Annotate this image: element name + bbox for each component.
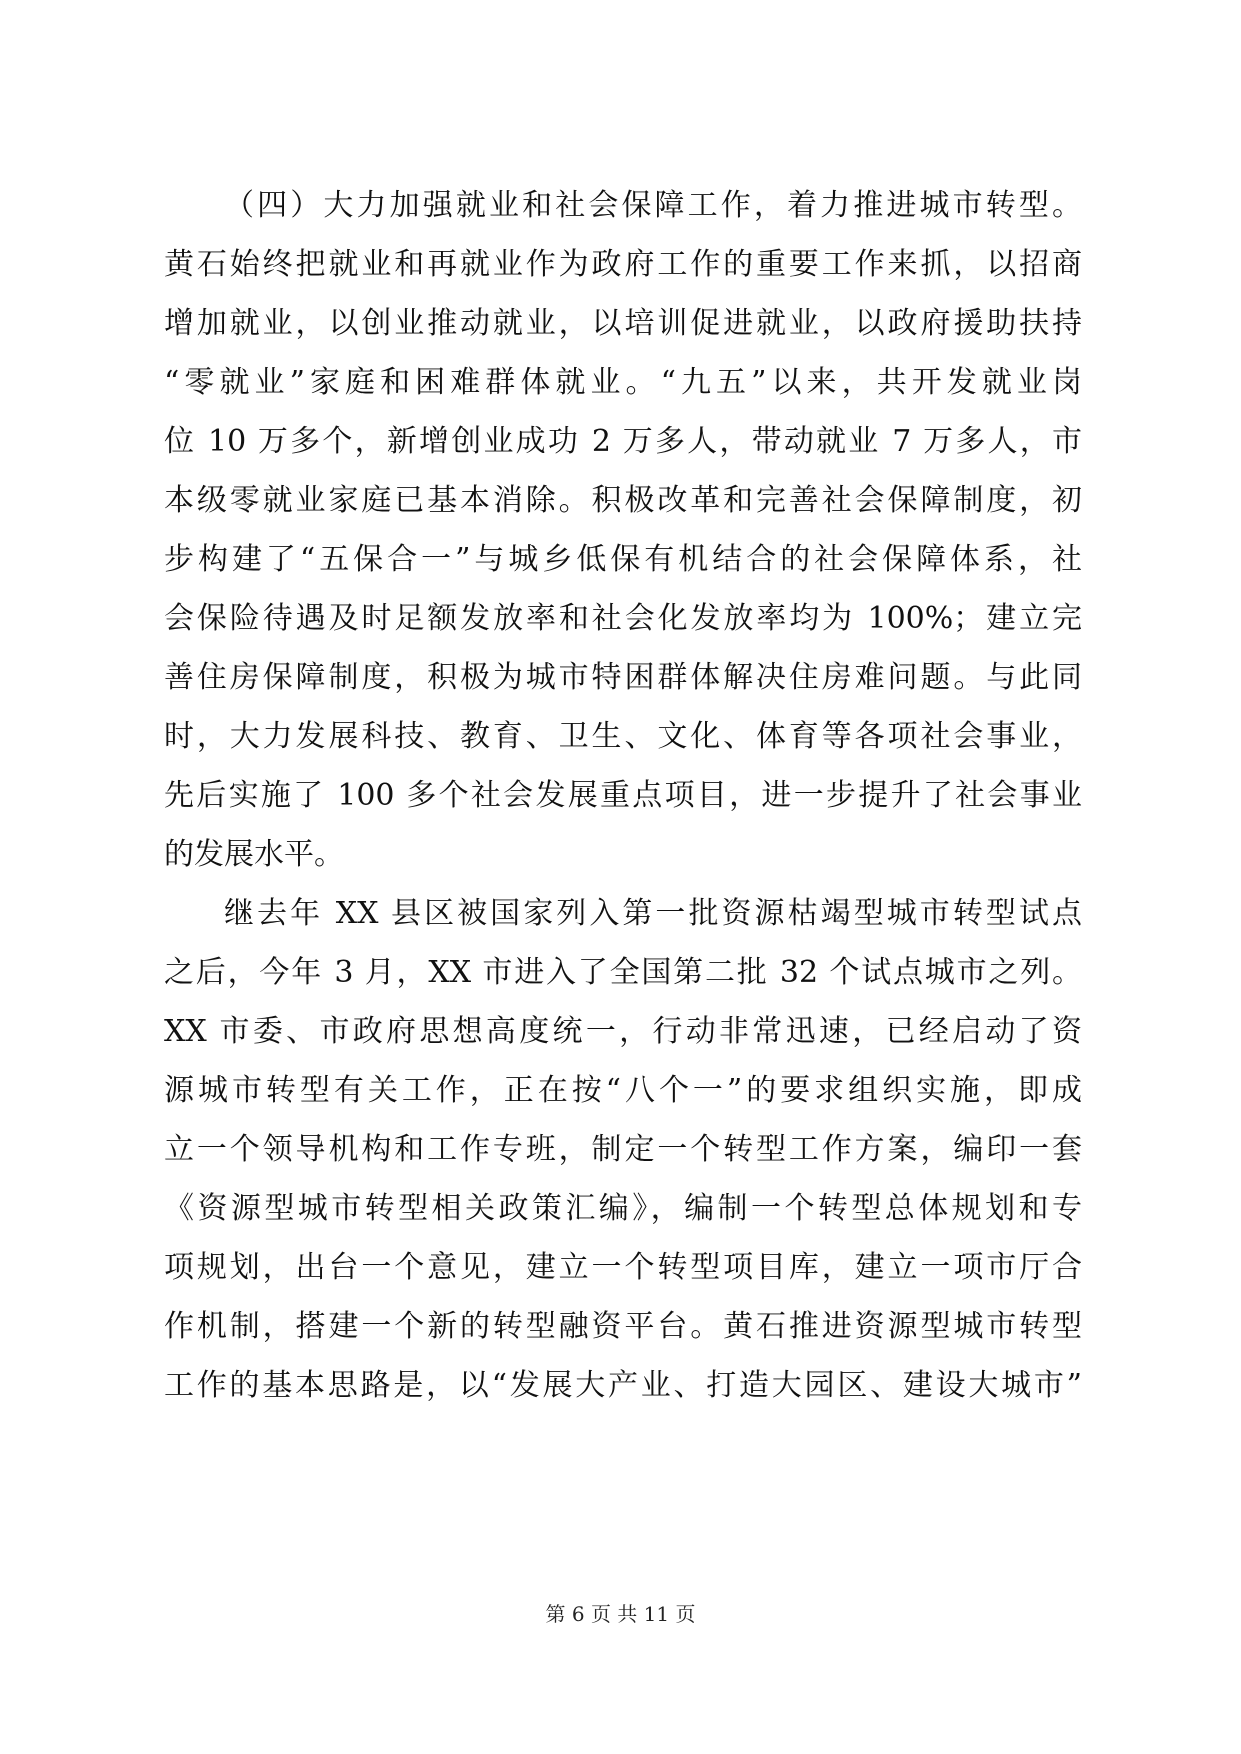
paragraph-1-line-2: 黄石始终把就业和再就业作为政府工作的重要工作来抓，以招商 xyxy=(164,247,1082,282)
paragraph-2-line-7: 项规划，出台一个意见，建立一个转型项目库，建立一项市厅合 xyxy=(164,1250,1082,1285)
paragraph-1-line-8: 会保险待遇及时足额发放率和社会化发放率均为 100%；建立完 xyxy=(164,601,1082,636)
page-footer: 第 6 页 共 11 页 xyxy=(545,1602,696,1626)
paragraph-1-line-1: （四）大力加强就业和社会保障工作，着力推进城市转型。 xyxy=(224,188,1082,223)
paragraph-1-line-7: 步构建了“五保合一”与城乡低保有机结合的社会保障体系，社 xyxy=(164,542,1082,577)
paragraph-1-line-11: 先后实施了 100 多个社会发展重点项目，进一步提升了社会事业 xyxy=(164,778,1082,813)
paragraph-2-line-5: 立一个领导机构和工作专班，制定一个转型工作方案，编印一套 xyxy=(164,1132,1082,1167)
paragraph-2-line-4: 源城市转型有关工作，正在按“八个一”的要求组织实施，即成 xyxy=(164,1073,1082,1108)
paragraph-2-line-1: 继去年 XX 县区被国家列入第一批资源枯竭型城市转型试点 xyxy=(224,896,1082,931)
paragraph-1-line-6: 本级零就业家庭已基本消除。积极改革和完善社会保障制度，初 xyxy=(164,483,1082,518)
paragraph-2-line-9: 工作的基本思路是，以“发展大产业、打造大园区、建设大城市” xyxy=(164,1368,1082,1403)
paragraph-1-line-10: 时，大力发展科技、教育、卫生、文化、体育等各项社会事业， xyxy=(164,719,1082,754)
paragraph-1-line-3: 增加就业，以创业推动就业，以培训促进就业，以政府援助扶持 xyxy=(164,306,1082,341)
paragraph-1-line-4: “零就业”家庭和困难群体就业。“九五”以来，共开发就业岗 xyxy=(164,365,1082,400)
paragraph-2-line-8: 作机制，搭建一个新的转型融资平台。黄石推进资源型城市转型 xyxy=(164,1309,1082,1344)
paragraph-1-line-5: 位 10 万多个，新增创业成功 2 万多人，带动就业 7 万多人，市 xyxy=(164,424,1082,459)
paragraph-2-line-2: 之后，今年 3 月，XX 市进入了全国第二批 32 个试点城市之列。 xyxy=(164,955,1082,990)
paragraph-1-line-12: 的发展水平。 xyxy=(164,837,344,872)
paragraph-1-line-9: 善住房保障制度，积极为城市特困群体解决住房难问题。与此同 xyxy=(164,660,1082,695)
paragraph-2-line-6: 《资源型城市转型相关政策汇编》，编制一个转型总体规划和专 xyxy=(164,1191,1082,1226)
paragraph-2-line-3: XX 市委、市政府思想高度统一，行动非常迅速，已经启动了资 xyxy=(164,1014,1082,1049)
